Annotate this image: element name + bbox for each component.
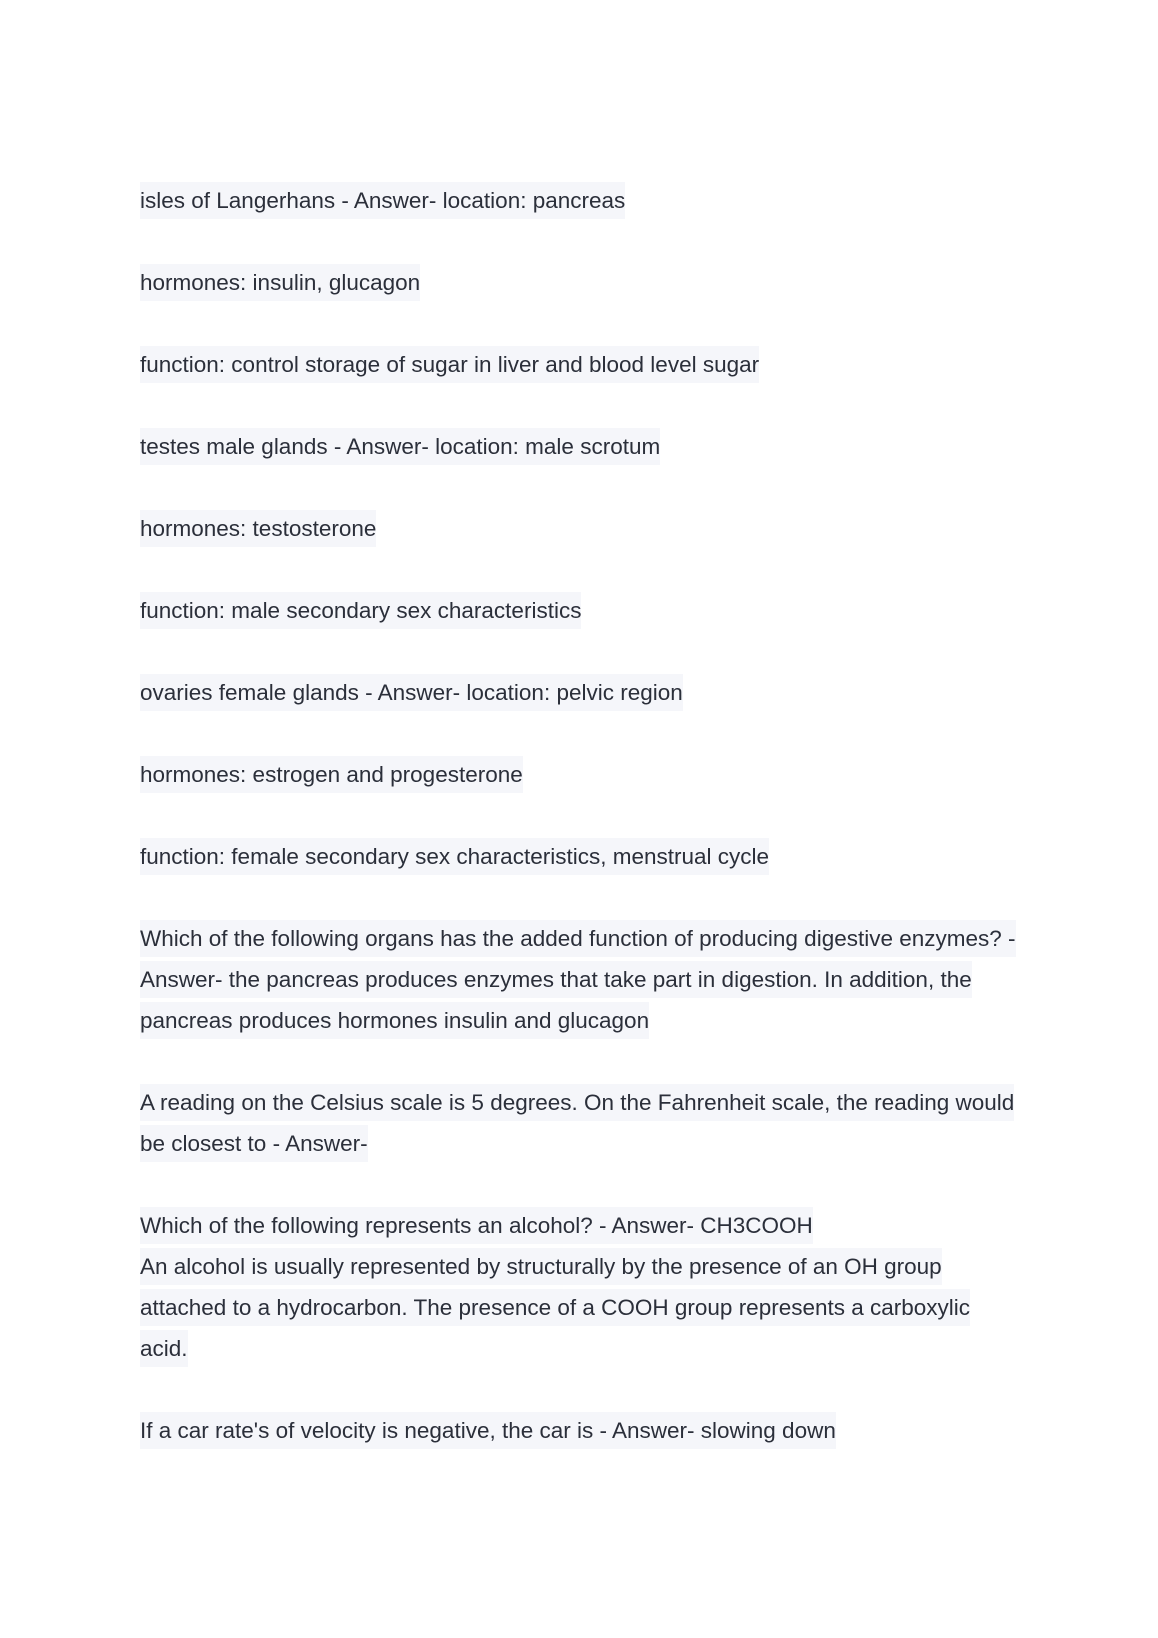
text-paragraph (140, 1082, 1020, 1164)
text-paragraph (140, 344, 1020, 385)
text-paragraph (140, 1410, 1020, 1451)
paragraph-text: testes male glands - Answer- location: male scrotum (140, 428, 660, 465)
paragraph-text: Which of the following represents an alcohol? - Answer- CH3COOH (140, 1207, 813, 1244)
paragraph-text: A reading on the Celsius scale is 5 degrees. On the Fahrenheit scale, the reading would be closest to - Answer- (140, 1084, 1014, 1162)
paragraph-text: hormones: testosterone (140, 510, 376, 547)
text-paragraph (140, 426, 1020, 467)
text-paragraph (140, 180, 1020, 221)
text-paragraph (140, 836, 1020, 877)
paragraph-text: isles of Langerhans - Answer- location: pancreas (140, 182, 625, 219)
text-paragraph (140, 1205, 1020, 1369)
paragraph-text: function: female secondary sex characteristics, menstrual cycle (140, 838, 769, 875)
paragraph-text: Which of the following organs has the added function of producing digestive enzymes? - Answer- the pancreas produces enzymes that take part in digestion. In addition, the pancreas produces hormones insulin and glucagon (140, 920, 1016, 1039)
text-paragraph (140, 754, 1020, 795)
text-paragraph (140, 590, 1020, 631)
paragraph-text-continuation: An alcohol is usually represented by structurally by the presence of an OH group attached to a hydrocarbon. The presence of a COOH group represents a carboxylic acid. (140, 1248, 970, 1367)
text-paragraph (140, 918, 1020, 1041)
paragraph-text: hormones: insulin, glucagon (140, 264, 420, 301)
text-paragraph (140, 508, 1020, 549)
paragraph-text: function: control storage of sugar in liver and blood level sugar (140, 346, 759, 383)
paragraph-text: function: male secondary sex characteristics (140, 592, 581, 629)
paragraph-text: If a car rate's of velocity is negative, the car is - Answer- slowing down (140, 1412, 836, 1449)
paragraph-text: ovaries female glands - Answer- location: pelvic region (140, 674, 683, 711)
text-paragraph (140, 262, 1020, 303)
paragraph-text: hormones: estrogen and progesterone (140, 756, 523, 793)
text-paragraph (140, 672, 1020, 713)
document-page (140, 180, 1020, 1492)
